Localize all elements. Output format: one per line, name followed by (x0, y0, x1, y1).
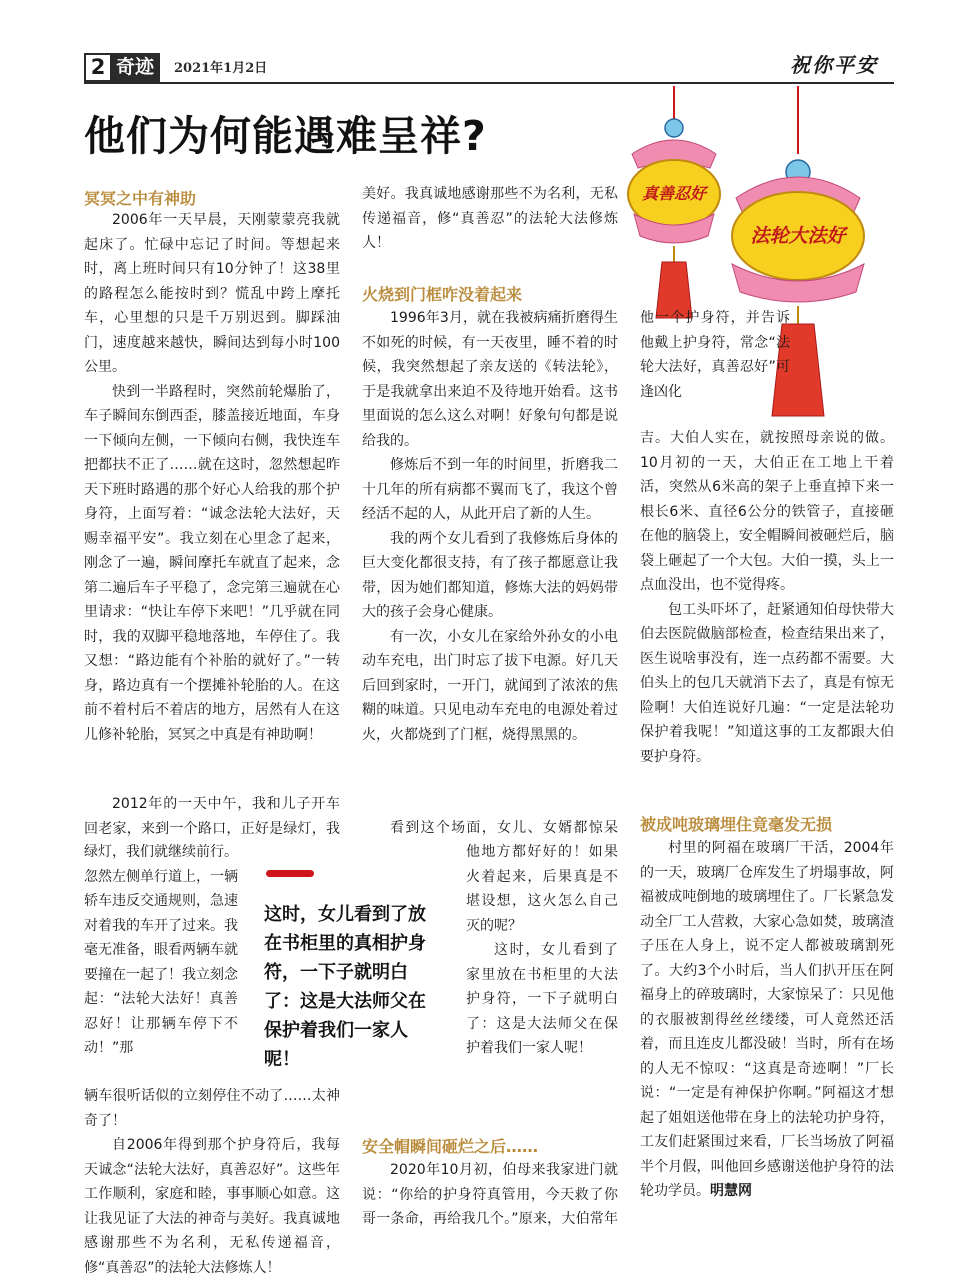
lantern-small (628, 119, 720, 318)
section-heading-2: 火烧到门框咋没着起来 (362, 285, 523, 304)
section-body-2b (362, 816, 618, 838)
issue-date: 2021年1月2日 (174, 61, 268, 76)
paragraph-continued: 绿灯，我们就继续前行。忽然左侧单行道上，一辆轿车违反交通规则，急速对着我的车开了过来。我毫无准备，眼看两辆车就要撞在一起了！我立刻念起：“法轮大法好！真善忍好！让那辆车停下不动！”那 (84, 844, 238, 1056)
section-body-3b (640, 306, 790, 404)
article-title: 他们为何能遇难呈祥? (84, 112, 487, 160)
header-slogan: 祝你平安 (790, 53, 878, 77)
section-label: 奇迹 (110, 53, 160, 82)
paragraph: 这时，女儿看到了家里放在书柜里的大法护身符，一下子就明白了：这是大法师父在保护着我们一家人呢！ (466, 942, 618, 1056)
paragraph-continued: 他地方都好好的！如果火着起来，后果真是不堪设想，这火怎么自己灭的呢？ (466, 844, 618, 934)
header-rule (84, 82, 894, 84)
section-body-3c (640, 426, 894, 769)
paragraph-continued: 美好。我真诚地感谢那些不为名利，无私传递福音，修“真善忍”的法轮大法修炼人！ (362, 186, 618, 251)
lantern-small-text: 真善忍好 (641, 184, 707, 203)
section-body-2c (466, 840, 618, 1061)
section-heading-4: 被成吨玻璃埋住竟毫发无损 (640, 815, 833, 834)
section-body-1b (84, 792, 340, 836)
paragraph: 有一次，小女儿在家给外孙女的小电动车充电，出门时忘了拔下电源。好几天后回到家时，一开门，就闻到了浓浓的焦糊的味道。只见电动车充电的电源处着过火，火都烧到了门框，烧得黑黑的。 (362, 628, 618, 743)
section-body-1a (84, 208, 340, 747)
pull-quote: 这时，女儿看到了放在书柜里的真相护身符，一下子就明白了：这是大法师父在保护着我们一家人呢！ (264, 904, 426, 1070)
paragraph: 村里的阿福在玻璃厂干活，2004年的一天，玻璃厂仓库发生了坍塌事故，阿福被成吨倒地的玻璃埋住了。厂长紧急发动全厂工人营救，大家心急如焚，玻璃渣子压在人身上，说不定人都被玻璃割死了。大约3个小时后，当人们扒开压在阿福身上的碎玻璃时，大家惊呆了：只见他的衣服被割得丝丝缕缕，可人竟然还活着，而且连皮儿都没破！当时，所有在场的人无不惊叹：“这真是奇迹啊！”厂长说：“一定是有神保护你啊。”阿福这才想起了姐姐送他带在身上的法轮功护身符，工友们赶紧围过来看，厂长当场放了阿福半个月假，叫他回乡感谢送他护身符的法轮功学员。明慧网 (640, 840, 894, 1199)
section-body-1e (362, 182, 618, 256)
lantern-large-text: 法轮大法好 (750, 225, 846, 247)
section-heading-3: 安全帽瞬间砸烂之后…… (362, 1137, 539, 1156)
source-credit: 明慧网 (710, 1183, 752, 1199)
page-number: 2 (84, 53, 112, 82)
pull-quote-bar (266, 870, 314, 877)
paragraph: 我的两个女儿看到了我修炼后身体的巨大变化都很支持，有了孩子都愿意让我带，因为她们都知道，修炼大法的妈妈带大的孩子会身心健康。 (362, 530, 618, 620)
paragraph: 自2006年得到那个护身符后，我每天诚念“法轮大法好，真善忍好”。这些年工作顺利，家庭和睦，事事顺心如意。这让我见证了大法的神奇与美好。我真诚地感谢那些不为名利，无私传递福音，修“真善忍”的法轮大法修炼人！ (84, 1137, 340, 1276)
paragraph: 修炼后不到一年的时间里，折磨我二十几年的所有病都不翼而飞了，我这个曾经活不起的人，从此开启了新的人生。 (362, 457, 618, 522)
paragraph: 1996年3月，就在我被病痛折磨得生不如死的时候，有一天夜里，睡不着的时候，我突然想起了亲友送的《转法轮》，于是我就拿出来迫不及待地开始看。这书里面说的怎么这么对啊！好象句句都是说给我的。 (362, 310, 618, 449)
section-body-1d (84, 1084, 340, 1280)
paragraph: 快到一半路程时，突然前轮爆胎了，车子瞬间东倒西歪，膝盖接近地面，车身一下倾向左侧，一下倾向右侧，我快连车把都扶不正了……就在这时，忽然想起昨天下班时路遇的那个好心人给我的那个护身符，上面写着：“诚念法轮大法好，天赐幸福平安”。我立刻在心里念了起来，刚念了一遍，瞬间摩托车就直了起来，念第二遍后车子平稳了，念完第三遍就在心里请求：“快让车停下来吧！”几乎就在同时，我的双脚平稳地落地，车停住了。我又想：“路边能有个补胎的就好了。”一转身，路边真有一个摆摊补轮胎的人。在这前不着村后不着店的地方，居然有人在这儿修补轮胎，冥冥之中真是有神助啊！ (84, 383, 340, 743)
section-body-2a (362, 306, 618, 747)
section-body-4 (640, 836, 894, 1204)
paragraph-continued: 辆车很听话似的立刻停住不动了……太神奇了！ (84, 1088, 340, 1129)
paragraph-continued: 吉。大伯人实在，就按照母亲说的做。10月初的一天，大伯正在工地上干着活，突然从6米高的架子上垂直掉下来一根长6米、直径6公分的铁管子，直接砸在他的脑袋上，安全帽瞬间被砸烂后，脑袋上砸起了一个大包。大伯一摸，头上一点血没出，也不觉得疼。 (640, 430, 894, 593)
section-heading-1: 冥冥之中有神助 (84, 189, 197, 208)
paragraph: 2006年一天早晨，天刚蒙蒙亮我就起床了。忙碌中忘记了时间。等想起来时，离上班时间只有10分钟了！这38里的路程怎么能按时到？慌乱中跨上摩托车，心里想的只是千万别迟到。脚踩油门，速度越来越快，瞬间达到每小时100公里。 (84, 212, 340, 375)
paragraph: 看到这个场面，女儿、女婿都惊呆 (390, 820, 618, 836)
paragraph-continued: 他一个护身符，并告诉他戴上护身符，常念“法轮大法好，真善忍好”可逢凶化 (640, 310, 790, 400)
section-body-1c (84, 840, 238, 1100)
section-body-3a (362, 1158, 618, 1231)
paragraph: 2012年的一天中午，我和儿子开车回老家，来到一个路口，正好是绿灯，我 (84, 796, 340, 836)
paragraph: 2020年10月初，伯母来我家进门就说：“你给的护身符真管用，今天救了你哥一条命，再给我几个。”原来，大伯常年 (362, 1162, 618, 1227)
paragraph: 包工头吓坏了，赶紧通知伯母快带大伯去医院做脑部检查，检查结果出来了，医生说啥事没有，连一点药都不需要。大伯头上的包几天就消下去了，真是有惊无险啊！大伯连说好几遍：“一定是法轮功保护着我呢！”知道这事的工友都跟大伯要护身符。 (640, 601, 894, 765)
